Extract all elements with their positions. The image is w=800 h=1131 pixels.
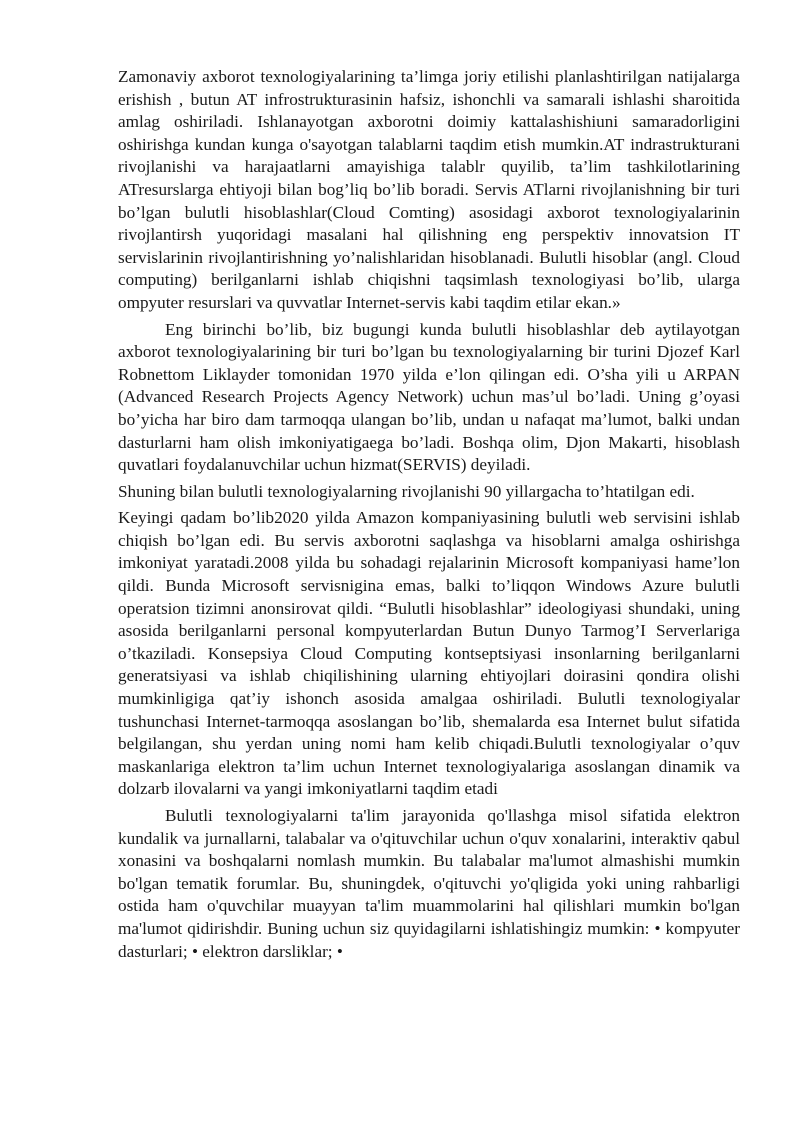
paragraph-amazon-microsoft: Keyingi qadam bo’lib2020 yilda Amazon kompaniyasining bulutli web servisini ishlab chiqish bo’lgan edi. Bu servis axborotni saqlashga va hisoblarni amalga oshirishga imkoniyat yaratadi.2008 yilda bu sohadagi rejalarinin Microsoft kompaniyasi hame’lon qildi. Bunda Microsoft servisnigina emas, balki to’liqqon Windows Azure bulutli operatsion tizimni anonsirovat qildi. “Bulutli hisoblashlar” ideologiyasi shundaki, uning asosida berilganlarni personal kompyuterlardan Butun Dunyo Tarmog’I Serverlariga o’tkaziladi. Konsepsiya Cloud Computing kontseptsiyasi insonlarning berilganlarni generatsiyasi va ishlab chiqilishining ularning ehtiyojlari doirasini qondira olishi mumkinligiga qat’iy ishonch asosida amalgaa oshiriladi. Bulutli texnologiyalar tushunchasi Internet-tarmoqqa asoslangan bo’lib, shemalarda esa Internet bulut sifatida belgilangan, shu yerdan uning nomi ham kelib chiqadi.Bulutli texnologiyalar o’quv maskanlariga elektron ta’lim uchun Internet texnologiyalariga asoslangan dinamik va dolzarb ilovalarni va yangi imkoniyatlarni taqdim etadi [118,508,740,799]
paragraph-nineties: Shuning bilan bulutli texnologiyalarning rivojlanishi 90 yillargacha to’htatilgan edi. [118,481,695,501]
document-page [118,66,740,963]
paragraph-history: Eng birinchi bo’lib, biz bugungi kunda bulutli hisoblashlar deb aytilayotgan axborot texnologiyalarining bir turi bo’lgan bu texnologiyalarning bir turini Djozef Karl Robnettom Liklayder tomonidan 1970 yilda e’lon qilingan edi. O’sha yili u ARPAN (Advanced Research Projects Agency Network) uchun mas’ul bo’ladi. Uning g’oyasi bo’yicha har biro dam tarmoqqa ulangan bo’lib, undan u nafaqat ma’lumot, balki undan dasturlarni ham olish imkoniyatigaega bo’ladi. Boshqa olim, Djon Makarti, hisoblash quvatlari foydalanuvchilar uchun hizmat(SERVIS) deyiladi. [118,319,740,475]
paragraph-education-examples: Bulutli texnologiyalarni ta'lim jarayonida qo'llashga misol sifatida elektron kundalik va jurnallarni, talabalar va o'qituvchilar uchun o'quv xonalarini, interaktiv qabul xonasini va boshqalarni nomlash mumkin. Bu talabalar ma'lumot almashishi mumkin bo'lgan tematik forumlar. Bu, shuningdek, o'qituvchi yo'qligida yoki uning rahbarligi ostida ham o'quvchilar muayyan ta'lim muammolarini hal qilishlari mumkin bo'lgan ma'lumot qidirishdir. Buning uchun siz quyidagilarni ishlatishingiz mumkin: • kompyuter dasturlari; • elektron darsliklar; • [118,806,740,961]
paragraph-intro: Zamonaviy axborot texnologiyalarining ta’limga joriy etilishi planlashtirilgan natijalarga erishish , butun AT infrostrukturasinin hafsiz, ishonchli va samarali ishlashi sharoitida amlag oshiriladi. Ishlanayotgan axborotni doimiy kattalashishiuni samaradorligini oshirishga kundan kunga o'sayotgan talablarni taqdim etish mumkin.AT indrastrukturani rivojlanishi va harajaatlarni amayishiga talablr quyilib, ta’lim tashkilotlarining ATresurslarga ehtiyoji bilan bog’liq bo’lib boradi. Servis ATlarni rivojlanishning bir turi bo’lgan bulutli hisoblashlar(Cloud Comting) asosidagi axborot texnologiyalarinin rivojlantirsh yuqoridagi masalani hal qilishning eng perspektiv innovatsion IT servislarinin rivojlantirishning yo’nalishlaridan hisoblanadi. Bulutli hisoblar (angl. Cloud computing) berilganlarni ishlab chiqishni taqsimlash texnologiyasi bo’lib, ularga ompyuter resurslari va quvvatlar Internet-servis kabi taqdim etilar ekan.» [118,67,740,312]
